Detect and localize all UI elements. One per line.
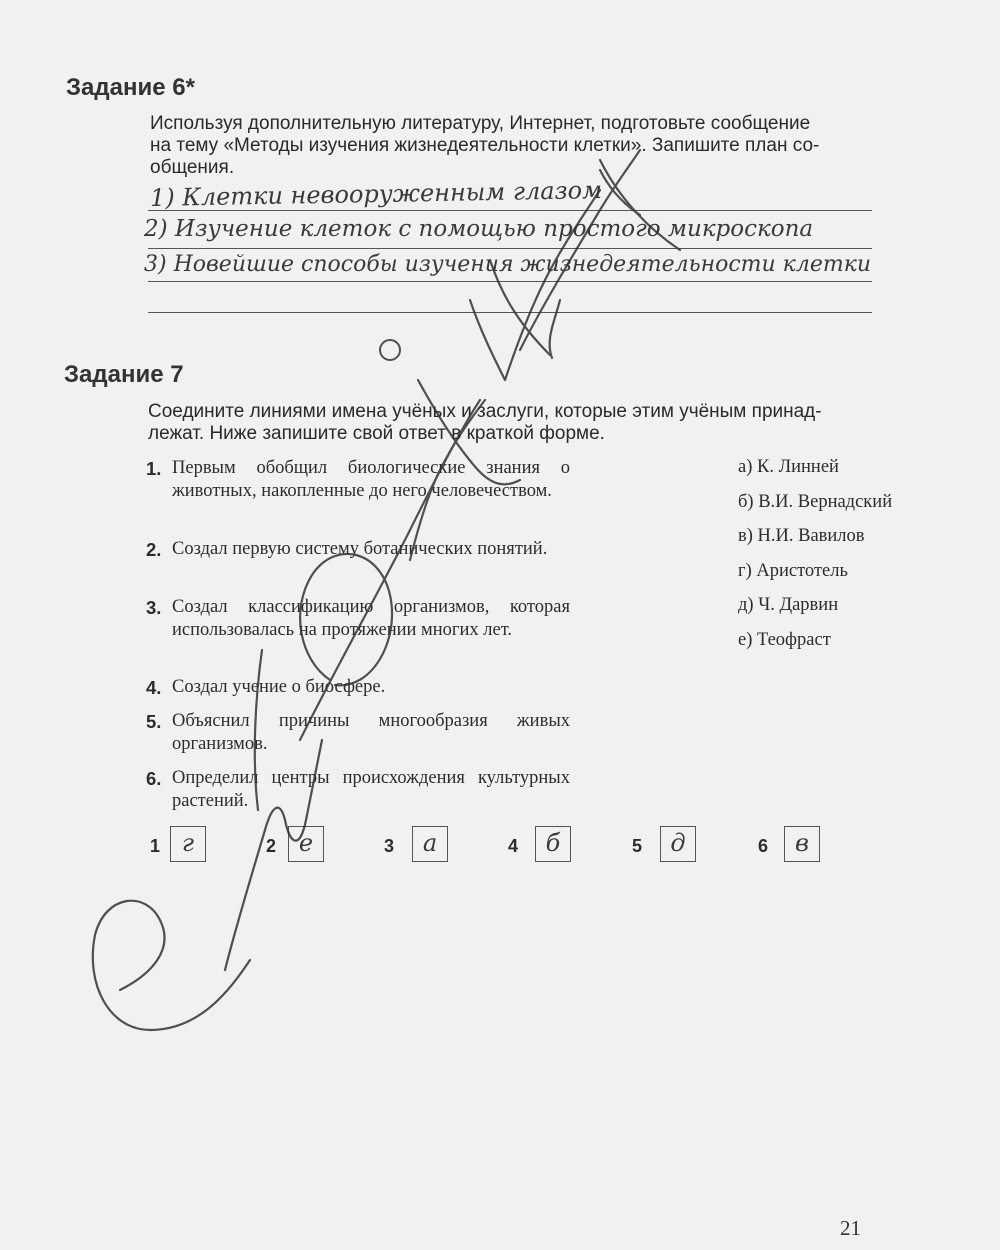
- scientist-choice: д) Ч. Дарвин: [738, 595, 839, 615]
- task6-instruction: [150, 113, 880, 179]
- merit-item-1: [146, 457, 570, 503]
- task6-instruction-line: Используя дополнительную литературу, Интернет, подготовьте сообщение: [150, 113, 811, 134]
- answer-box[interactable]: [412, 826, 448, 862]
- scientist-choice: в) Н.И. Вавилов: [738, 526, 865, 546]
- answer-value: б: [545, 829, 561, 857]
- merit-number: 1.: [146, 458, 162, 479]
- answer-box[interactable]: [535, 826, 571, 862]
- merit-text: Создал первую систему ботанических понятий.: [172, 539, 548, 559]
- scientist-choice: г) Аристотель: [738, 561, 848, 581]
- merit-number: 6.: [146, 768, 162, 789]
- merit-number: 4.: [146, 677, 162, 698]
- task6-title: Задание 6*: [66, 74, 195, 101]
- task7-instruction-line: лежат. Ниже запишите свой ответ в краткой форме.: [148, 423, 605, 444]
- answer-label: 2: [266, 836, 277, 856]
- scientist-choice: б) В.И. Вернадский: [738, 492, 893, 512]
- merit-number: 5.: [146, 711, 162, 732]
- plan-item-1: 1) Клетки невооруженным глазом: [149, 176, 603, 212]
- answer-line: [148, 312, 872, 313]
- task7-instruction: [148, 401, 888, 445]
- scientist-choice: а) К. Линней: [738, 457, 839, 477]
- task6-instruction-line: на тему «Методы изучения жизнедеятельности клетки». Запишите план со-: [150, 135, 820, 156]
- answer-box[interactable]: [660, 826, 696, 862]
- answer-label: 5: [632, 836, 643, 856]
- merit-text: Создал учение о биосфере.: [172, 677, 386, 697]
- answer-value: в: [795, 829, 809, 857]
- answer-label: 4: [508, 836, 519, 856]
- merit-item-5: [146, 710, 570, 756]
- answer-value: г: [181, 829, 195, 857]
- merit-text: Объяснил причины многообразия живых организмов.: [172, 711, 570, 754]
- merit-number: 2.: [146, 539, 162, 560]
- task6-instruction-line: общения.: [150, 157, 235, 178]
- scientist-choice: е) Теофраст: [738, 630, 831, 650]
- answer-box[interactable]: [288, 826, 324, 862]
- plan-item-3: 3) Новейшие способы изучения жизнедеятельности клетки: [144, 252, 872, 277]
- merit-item-2: [146, 538, 570, 561]
- answer-box[interactable]: [784, 826, 820, 862]
- merit-text: Первым обобщил биологические знания о животных, накопленные до него человечеством.: [172, 458, 570, 501]
- merit-text: Определил центры происхождения культурных растений.: [172, 768, 570, 811]
- answer-label: 6: [758, 836, 769, 856]
- answer-value: е: [298, 829, 314, 857]
- plan-item-2: 2) Изучение клеток с помощью простого микроскопа: [144, 216, 814, 242]
- answer-value: д: [670, 829, 686, 857]
- merit-number: 3.: [146, 597, 162, 618]
- merit-text: Создал классификацию организмов, которая использовалась на протяжении многих лет.: [172, 597, 570, 640]
- answer-box[interactable]: [170, 826, 206, 862]
- answer-line: [148, 248, 872, 249]
- task7-title: Задание 7: [64, 361, 184, 388]
- answer-label: 3: [384, 836, 395, 856]
- merit-item-4: [146, 676, 570, 699]
- merit-item-3: [146, 596, 570, 642]
- answer-value: а: [422, 829, 438, 857]
- page-number: 21: [840, 1216, 861, 1240]
- answer-line: [148, 281, 872, 282]
- answer-line: [148, 210, 872, 211]
- merit-item-6: [146, 767, 570, 813]
- task7-instruction-line: Соедините линиями имена учёных и заслуги, которые этим учёным принад-: [148, 401, 822, 422]
- answer-label: 1: [150, 836, 161, 856]
